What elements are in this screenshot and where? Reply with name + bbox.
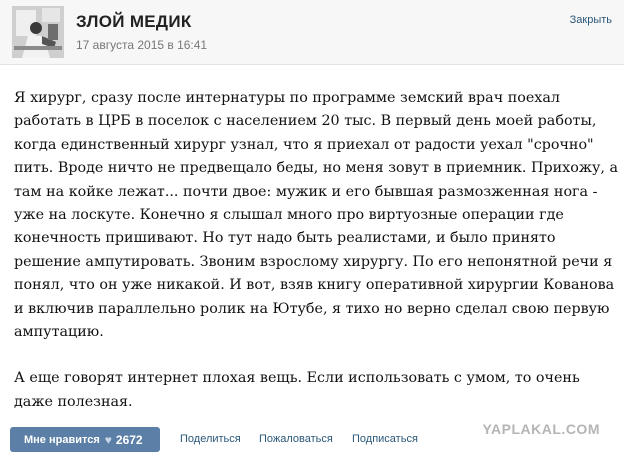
like-button[interactable] xyxy=(10,427,160,452)
heart-icon: ♥ xyxy=(104,432,112,447)
share-link[interactable]: Поделиться xyxy=(180,433,241,445)
post-paragraph-2: А еще говорят интернет плохая вещь. Если использовать с умом, то очень даже полезная. xyxy=(14,370,580,410)
post-text xyxy=(14,87,618,414)
close-button[interactable]: Закрыть xyxy=(569,14,612,26)
report-link[interactable]: Пожаловаться xyxy=(259,433,333,445)
post-actions xyxy=(0,424,624,454)
avatar-photo xyxy=(12,6,64,58)
like-label: Мне нравится xyxy=(24,433,100,446)
subscribe-link[interactable]: Подписаться xyxy=(352,433,418,445)
post-paragraph-1: Я хирург, сразу после интернатуры по программе земский врач поехал работать в ЦРБ в поселок с населением 20 тыс. В первый день моей работы, когда единственный хирург узнал, что я приехал от радости уехал "срочно" пить. Вроде ничто не предвещало беды, но меня зовут в приемник. Прихожу, а там на койке лежат... почти двое: мужик и его бывшая размозженная нога - уже на лоскуте. Конечно я слышал много про виртуозные операции где конечность пришивают. Но тут надо быть реалистами, и было принято решение ампутировать. Звоним взрослому хирургу. По его непонятной речи я понял, что он уже никакой. И вот, взяв книгу оперативной хирургии Кованова и включив параллельно ролик на Ютубе, я тихо но верно сделал свою первую ампутацию. xyxy=(14,90,619,341)
like-count: 2672 xyxy=(115,432,143,447)
post-header xyxy=(0,0,624,65)
author-name[interactable]: ЗЛОЙ МЕДИК xyxy=(76,12,192,31)
watermark: YAPLAKAL.COM xyxy=(482,421,600,437)
avatar[interactable] xyxy=(12,6,64,58)
post-date[interactable]: 17 августа 2015 в 16:41 xyxy=(76,38,208,52)
